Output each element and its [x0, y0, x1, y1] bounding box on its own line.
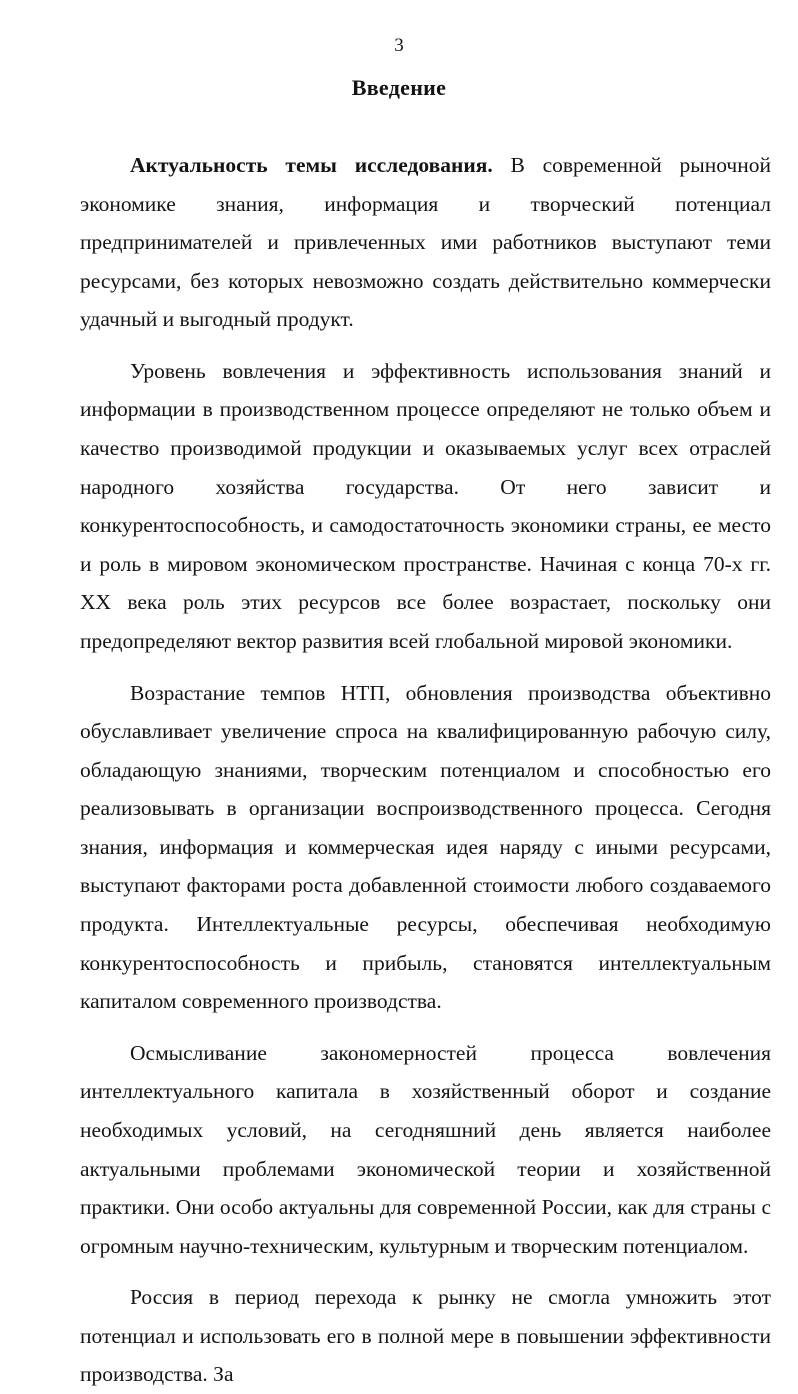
paragraph-3 [80, 674, 771, 1021]
page-number: 3 [394, 35, 404, 56]
paragraph-lead: Актуальность темы исследования. [130, 153, 493, 177]
paragraph-text: Россия в период перехода к рынку не смогла умножить этот потенциал и использовать его в полной мере в повышении эффективности производства. За [80, 1285, 771, 1387]
paragraph-4 [80, 1034, 771, 1266]
paragraph-text: Осмысливание закономерностей процесса вовлечения интеллектуального капитала в хозяйственный оборот и создание необходимых условий, на сегодняшний день является наиболее актуальными проблемами экономической теории и хозяйственной практики. Они особо актуальны для современной России, как для страны с огромным научно-техническим, культурным и творческим потенциалом. [80, 1040, 771, 1258]
body-text [80, 146, 771, 1394]
page-title: Введение [351, 75, 447, 100]
paragraph-text: Возрастание темпов НТП, обновления производства объективно обуславливает увеличение спроса на квалифицированную рабочую силу, обладающую знаниями, творческим потенциалом и способностью его реализовывать в организации воспроизводственного процесса. Сегодня знания, информация и коммерческая идея наряду с иными ресурсами, выступают факторами роста добавленной стоимости любого создаваемого продукта. Интеллектуальные ресурсы, обеспечивая необходимую конкурентоспособность и прибыль, становятся интеллектуальным капиталом современного производства. [80, 680, 771, 1014]
paragraph-2 [80, 352, 771, 661]
paragraph-1 [80, 146, 771, 339]
paragraph-text: Уровень вовлечения и эффективность использования знаний и информации в производственном процессе определяют не только объем и качество производимой продукции и оказываемых услуг всех отраслей народного хозяйства государства. От него зависит и конкурентоспособность, и самодостаточность экономики страны, ее место и роль в мировом экономическом пространстве. Начиная с конца 70-х гг. XX века роль этих ресурсов все более возрастает, поскольку они предопределяют вектор развития всей глобальной мировой экономики. [80, 358, 771, 654]
paragraph-5 [80, 1278, 771, 1394]
paragraph-text: В современной рыночной экономике знания, информация и творческий потенциал предпринимателей и привлеченных ими работников выступают теми ресурсами, без которых невозможно создать действительно коммерчески удачный и выгодный продукт. [80, 153, 771, 332]
